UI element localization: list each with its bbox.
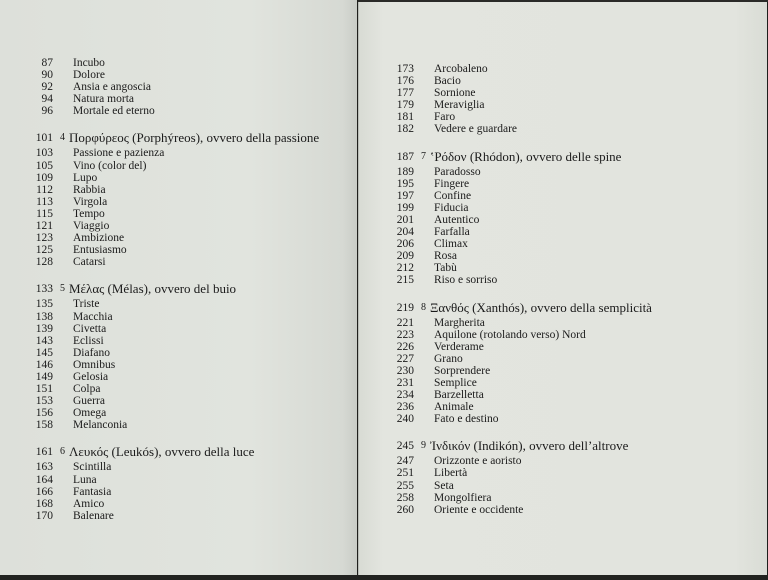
entry-title: Natura morta	[73, 93, 134, 106]
page-number: 245	[396, 440, 414, 453]
page-number: 164	[35, 473, 53, 486]
chapter-heading	[22, 444, 319, 460]
chapter-number: 4	[60, 132, 65, 144]
chapter-number: 7	[421, 150, 426, 162]
toc-entry	[383, 480, 652, 492]
page-number: 215	[396, 274, 414, 287]
entry-title: Incubo	[73, 57, 105, 69]
page-number: 166	[35, 485, 53, 498]
entry-title: Grano	[434, 352, 463, 365]
entry-title: Melanconia	[73, 419, 128, 432]
toc-entry	[383, 250, 652, 262]
toc-entry	[22, 172, 319, 184]
toc-entry	[22, 311, 319, 323]
toc-entry	[383, 238, 652, 250]
page-number: 234	[396, 389, 414, 402]
entry-title: Eclissi	[73, 334, 104, 347]
entry-title: Fiducia	[434, 201, 469, 214]
entry-title: Viaggio	[73, 220, 110, 233]
entry-title: Triste	[73, 298, 100, 311]
toc-entry	[22, 347, 319, 359]
page-number: 138	[35, 310, 53, 323]
toc-entry	[22, 220, 319, 232]
entry-title: Sornione	[434, 87, 476, 100]
book-edge-bottom	[0, 575, 768, 580]
page-number: 230	[396, 364, 414, 377]
toc-entry	[383, 455, 652, 467]
page-number: 128	[35, 256, 53, 269]
page-number: 151	[35, 383, 53, 396]
page-number: 103	[35, 147, 53, 160]
chapter-heading	[383, 300, 652, 316]
page-number: 143	[35, 334, 53, 347]
toc-entry	[383, 329, 652, 341]
page-number: 133	[35, 283, 53, 296]
left-toc	[22, 57, 319, 522]
toc-entry	[383, 123, 652, 135]
page-number: 149	[35, 370, 53, 383]
entry-title: Semplice	[434, 376, 477, 389]
page-number: 209	[396, 250, 414, 263]
section-gap	[22, 268, 319, 281]
toc-section	[383, 300, 652, 426]
toc-entry	[383, 413, 652, 425]
entry-title: Rosa	[434, 250, 457, 263]
entry-title: Luna	[73, 473, 97, 486]
entry-title: Arcobaleno	[434, 63, 488, 75]
entry-title: Ansia e angoscia	[73, 81, 151, 94]
toc-entry	[22, 359, 319, 371]
chapter-heading	[22, 281, 319, 297]
page-number: 219	[396, 301, 414, 314]
chapter-title: Ἰνδικόν (Indikón), ovvero dell’altrove	[430, 438, 629, 454]
page-number: 226	[396, 340, 414, 353]
toc-entry	[22, 498, 319, 510]
page-number: 240	[396, 413, 414, 426]
right-toc	[383, 63, 652, 516]
toc-entry	[22, 407, 319, 419]
chapter-title: Ξανθός (Xanthós), ovvero della semplicità	[430, 299, 652, 315]
entry-title: Climax	[434, 238, 468, 251]
chapter-number: 8	[421, 301, 426, 313]
toc-entry	[22, 298, 319, 310]
page-number: 212	[396, 262, 414, 275]
toc-entry	[22, 93, 319, 105]
toc-entry	[383, 262, 652, 274]
page-number: 112	[36, 183, 53, 196]
entry-title: Rabbia	[73, 183, 106, 196]
page-number: 201	[396, 213, 414, 226]
toc-entry	[383, 492, 652, 504]
page-number: 176	[396, 75, 414, 88]
chapter-number: 6	[60, 446, 65, 458]
page-number: 161	[35, 446, 53, 459]
toc-entry	[383, 504, 652, 516]
entry-title: Fantasia	[73, 485, 112, 498]
entry-title: Amico	[73, 497, 105, 510]
page-number: 101	[35, 132, 53, 145]
toc-section	[22, 444, 319, 521]
page-number: 94	[41, 93, 53, 106]
page-number: 179	[396, 99, 414, 112]
entry-title: Vino (color del)	[73, 159, 147, 172]
toc-entry	[22, 383, 319, 395]
page-number: 177	[396, 87, 414, 100]
toc-entry	[383, 401, 652, 413]
toc-entry	[383, 317, 652, 329]
entry-title: Colpa	[73, 383, 101, 396]
page-number: 206	[396, 238, 414, 251]
entry-title: Confine	[434, 189, 472, 202]
page-number: 145	[35, 346, 53, 359]
entry-title: Orizzonte e aoristo	[434, 455, 522, 468]
chapter-title: Μέλας (Mélas), ovvero del buio	[69, 281, 237, 297]
entry-title: Mongolfiera	[434, 491, 492, 504]
toc-entry	[22, 474, 319, 486]
page-number: 189	[396, 165, 414, 178]
page-number: 109	[35, 171, 53, 184]
toc-entry	[22, 486, 319, 498]
toc-entry	[383, 389, 652, 401]
chapter-title: Λευκός (Leukós), ovvero della luce	[69, 444, 255, 460]
chapter-heading	[383, 149, 652, 165]
toc-entry	[22, 244, 319, 256]
toc-entry	[22, 371, 319, 383]
entry-title: Sorprendere	[434, 364, 491, 377]
entry-title: Dolore	[73, 69, 105, 82]
section-gap	[22, 117, 319, 130]
toc-entry	[383, 111, 652, 123]
entry-title: Paradosso	[434, 165, 481, 178]
toc-entry	[22, 419, 319, 431]
toc-section	[383, 149, 652, 287]
page-number: 113	[36, 195, 53, 208]
page-number: 153	[35, 395, 53, 408]
entry-title: Scintilla	[73, 461, 112, 474]
toc-entry	[383, 226, 652, 238]
toc-entry	[22, 69, 319, 81]
toc-entry	[22, 105, 319, 117]
page-number: 163	[35, 461, 53, 474]
toc-entry	[383, 274, 652, 286]
entry-title: Fingere	[434, 177, 470, 190]
page-number: 168	[35, 497, 53, 510]
page-number: 255	[396, 479, 414, 492]
toc-entry	[383, 377, 652, 389]
chapter-title: ʽΡόδον (Rhódon), ovvero delle spine	[430, 148, 622, 164]
toc-entry	[22, 256, 319, 268]
toc-entry	[22, 208, 319, 220]
page-number: 139	[35, 322, 53, 335]
entry-title: Balenare	[73, 509, 114, 522]
toc-entry	[383, 75, 652, 87]
page-number: 135	[35, 298, 53, 311]
entry-title: Bacio	[434, 75, 461, 88]
toc-entry	[383, 63, 652, 75]
chapter-heading	[383, 438, 652, 454]
section-gap	[383, 425, 652, 438]
entry-title: Margherita	[434, 316, 485, 329]
entry-title: Fato e destino	[434, 413, 499, 426]
entry-title: Macchia	[73, 310, 113, 323]
page-number: 236	[396, 401, 414, 414]
page-number: 231	[396, 376, 414, 389]
toc-entry	[383, 214, 652, 226]
entry-title: Ambizione	[73, 232, 125, 245]
entry-title: Gelosia	[73, 370, 109, 383]
toc-entry	[383, 341, 652, 353]
entry-title: Lupo	[73, 171, 98, 184]
page-number: 197	[396, 189, 414, 202]
page-number: 173	[396, 63, 414, 75]
toc-entry	[22, 461, 319, 473]
entry-title: Riso e sorriso	[434, 274, 498, 287]
toc-section	[383, 438, 652, 515]
toc-entry	[22, 196, 319, 208]
entry-title: Aquilone (rotolando verso) Nord	[434, 328, 586, 341]
chapter-title: Πορφύρεος (Porphýreos), ovvero della passione	[69, 130, 320, 146]
page-number: 146	[35, 358, 53, 371]
page-number: 204	[396, 226, 414, 239]
page-number: 187	[396, 150, 414, 163]
toc-entry	[22, 395, 319, 407]
toc-entry	[383, 87, 652, 99]
entry-title: Meraviglia	[434, 99, 485, 112]
page-number: 105	[35, 159, 53, 172]
page-number: 170	[35, 509, 53, 522]
toc-entry	[22, 160, 319, 172]
page-number: 96	[41, 105, 53, 118]
page-number: 221	[396, 316, 414, 329]
toc-entry	[22, 57, 319, 69]
entry-title: Animale	[434, 401, 474, 414]
page-number: 227	[396, 352, 414, 365]
page-number: 123	[35, 232, 53, 245]
entry-title: Oriente e occidente	[434, 503, 524, 516]
toc-section	[22, 130, 319, 268]
page-number: 260	[396, 503, 414, 516]
toc-entry	[22, 184, 319, 196]
chapter-number: 5	[60, 283, 65, 295]
page-number: 251	[396, 467, 414, 480]
page-number: 90	[41, 69, 53, 82]
entry-title: Faro	[434, 111, 456, 124]
page-number: 156	[35, 407, 53, 420]
page-number: 247	[396, 455, 414, 468]
page-number: 125	[35, 244, 53, 257]
page-number: 181	[396, 111, 414, 124]
entry-title: Seta	[434, 479, 454, 492]
toc-section	[383, 63, 652, 136]
section-gap	[22, 431, 319, 444]
entry-title: Guerra	[73, 395, 105, 408]
toc-entry	[383, 202, 652, 214]
toc-entry	[383, 99, 652, 111]
chapter-number: 9	[421, 440, 426, 452]
entry-title: Civetta	[73, 322, 107, 335]
toc-entry	[22, 147, 319, 159]
section-gap	[383, 136, 652, 149]
page-number: 199	[396, 201, 414, 214]
toc-section	[22, 281, 319, 431]
entry-title: Passione e pazienza	[73, 147, 165, 160]
entry-title: Vedere e guardare	[434, 123, 517, 136]
toc-entry	[383, 190, 652, 202]
entry-title: Entusiasmo	[73, 244, 127, 257]
page-number: 223	[396, 328, 414, 341]
entry-title: Tabù	[434, 262, 457, 275]
page-number: 258	[396, 491, 414, 504]
entry-title: Catarsi	[73, 256, 106, 269]
chapter-heading	[22, 130, 319, 146]
entry-title: Farfalla	[434, 226, 470, 239]
entry-title: Tempo	[73, 207, 105, 220]
entry-title: Libertà	[434, 467, 468, 480]
toc-entry	[22, 232, 319, 244]
toc-entry	[22, 335, 319, 347]
entry-title: Autentico	[434, 213, 480, 226]
entry-title: Omega	[73, 407, 107, 420]
toc-entry	[383, 353, 652, 365]
entry-title: Omnibus	[73, 358, 116, 371]
entry-title: Verderame	[434, 340, 484, 353]
toc-entry	[383, 467, 652, 479]
toc-entry	[383, 365, 652, 377]
page-number: 87	[41, 57, 53, 69]
page-number: 92	[41, 81, 53, 94]
section-gap	[383, 287, 652, 300]
entry-title: Virgola	[73, 195, 108, 208]
page-number: 115	[36, 207, 53, 220]
page-number: 158	[35, 419, 53, 432]
toc-entry	[22, 323, 319, 335]
toc-entry	[22, 510, 319, 522]
entry-title: Diafano	[73, 346, 111, 359]
entry-title: Barzelletta	[434, 389, 484, 402]
entry-title: Mortale ed eterno	[73, 105, 155, 118]
toc-entry	[383, 178, 652, 190]
toc-entry	[22, 81, 319, 93]
page-number: 195	[396, 177, 414, 190]
page-number: 182	[396, 123, 414, 136]
page-number: 121	[35, 220, 53, 233]
toc-entry	[383, 166, 652, 178]
toc-section	[22, 57, 319, 117]
